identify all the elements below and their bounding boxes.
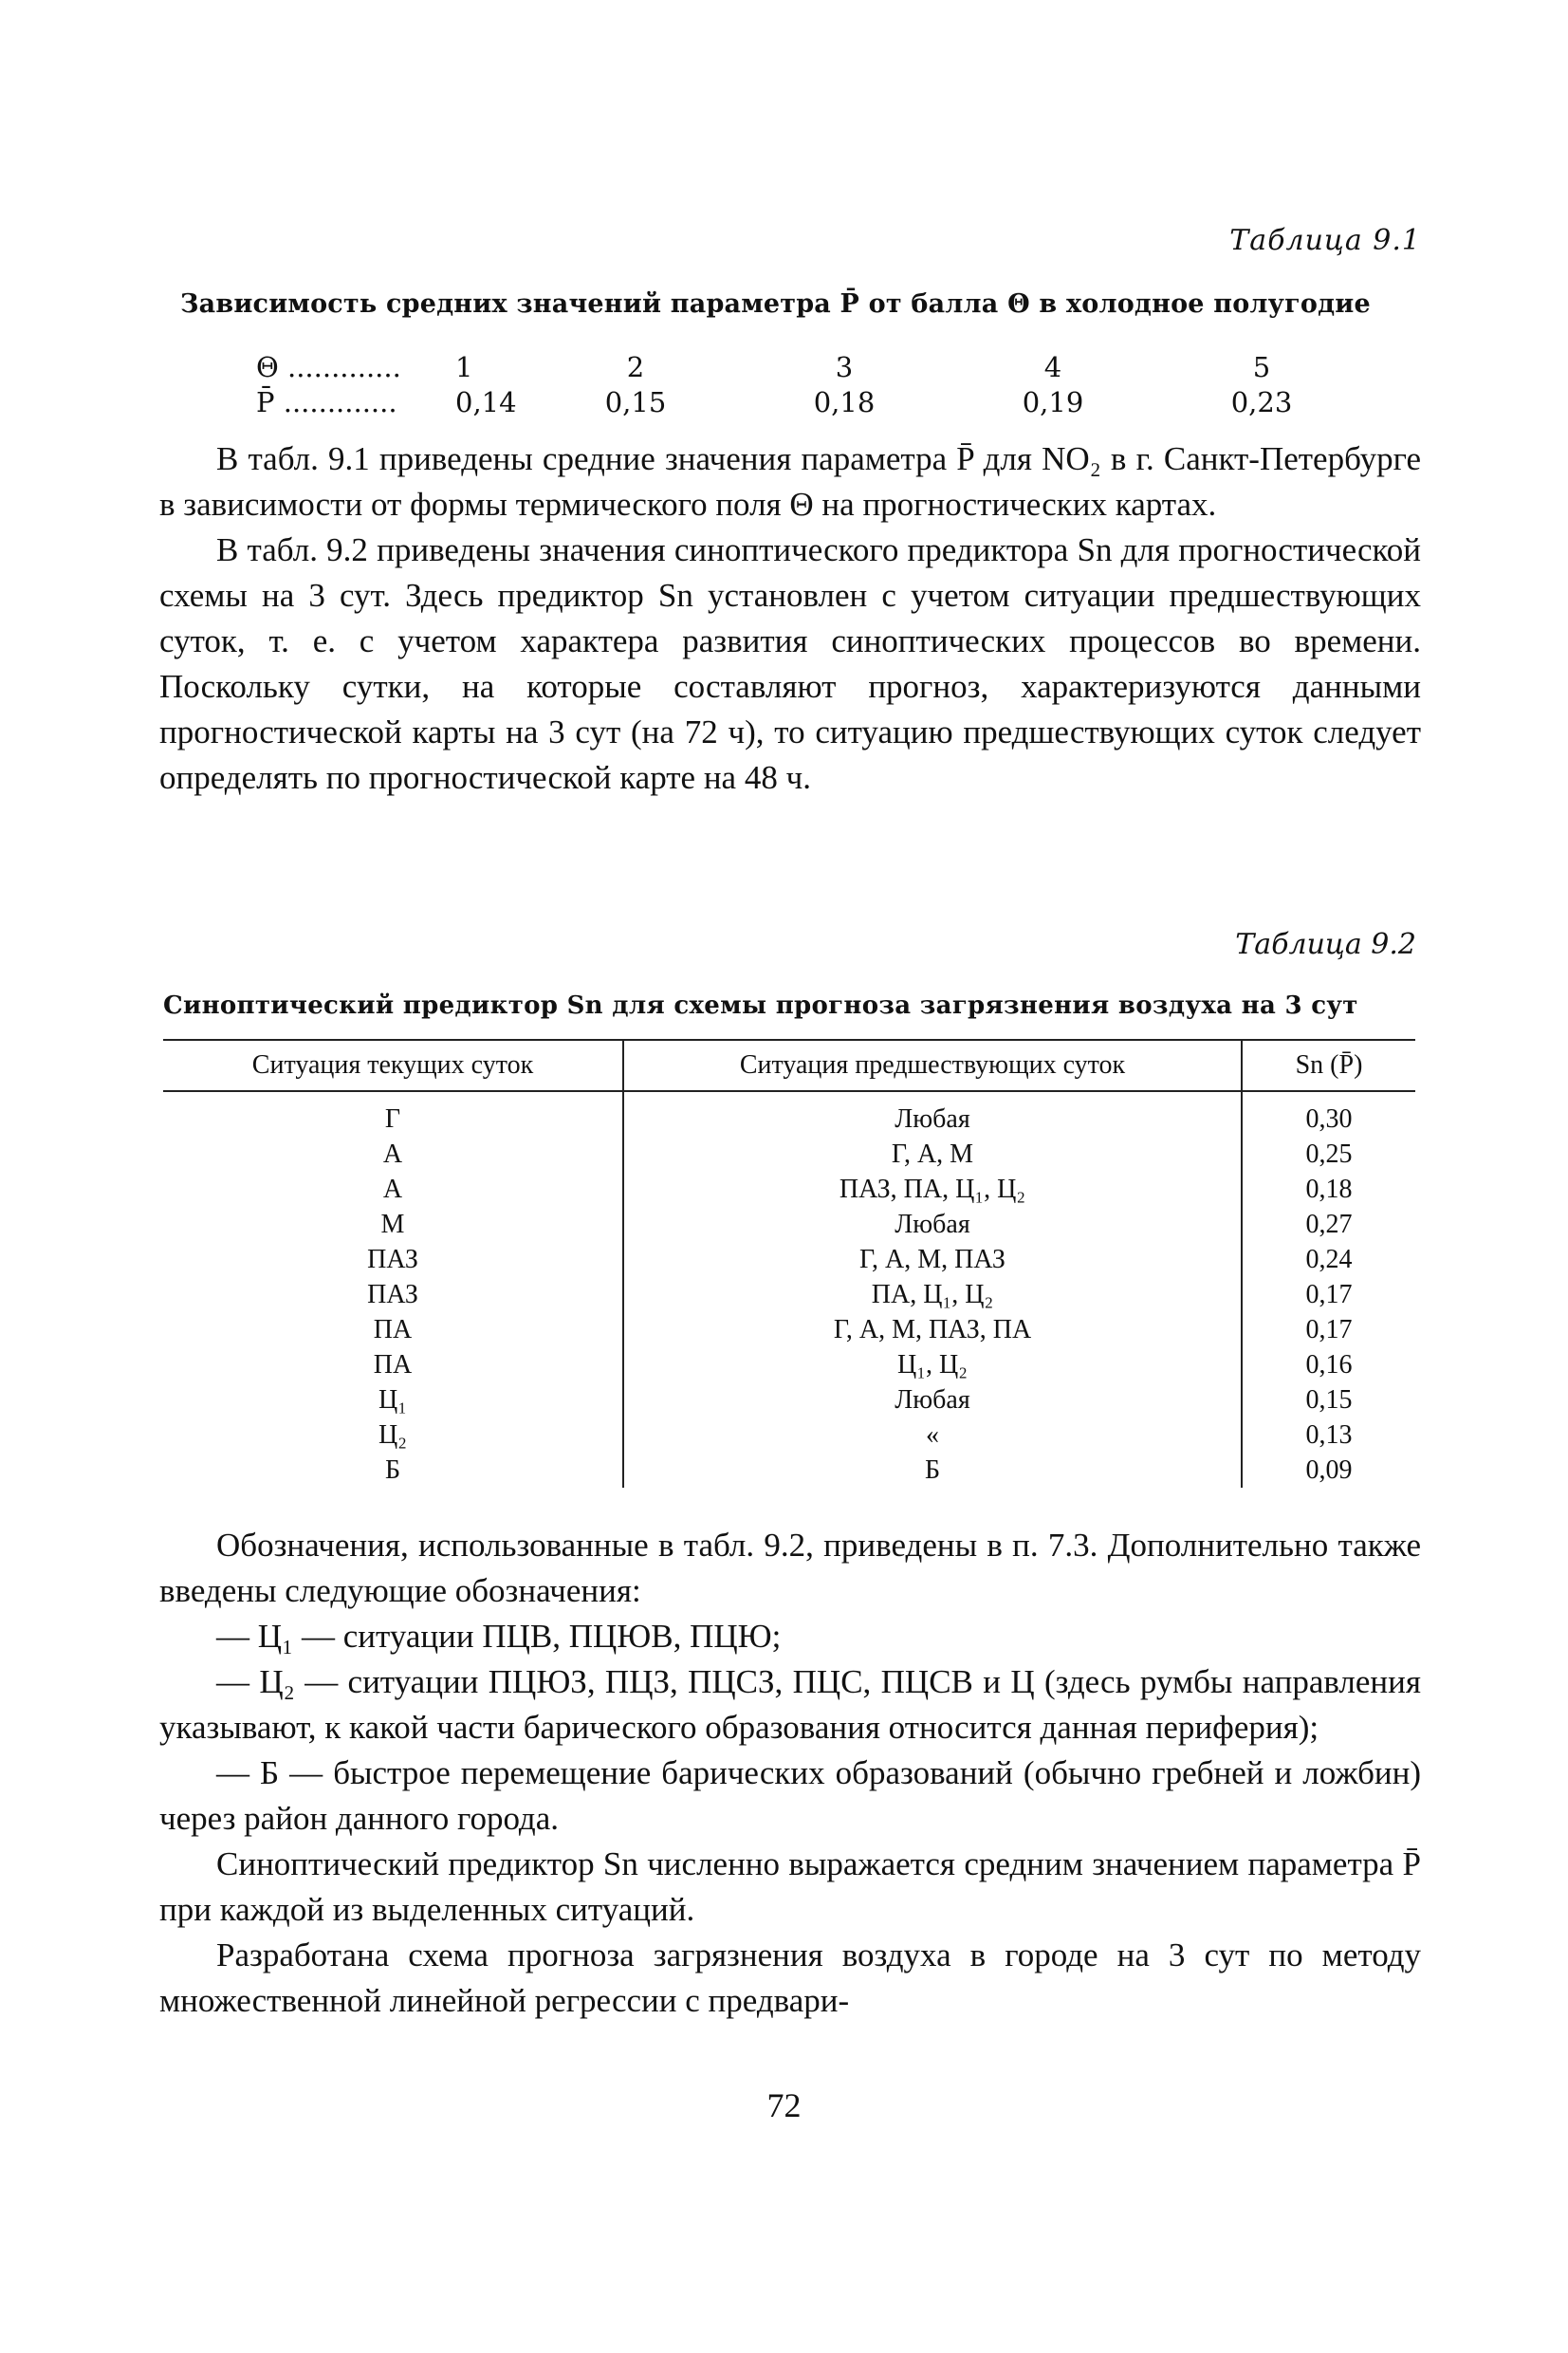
table-row bbox=[163, 1312, 1415, 1347]
table-cell: 0,30 bbox=[1305, 1104, 1353, 1134]
table-cell: А bbox=[163, 1137, 623, 1172]
table-cell: 1 bbox=[455, 351, 473, 383]
table-cell: 0,18 bbox=[813, 386, 876, 418]
table-cell: ПА bbox=[163, 1312, 623, 1347]
table-row bbox=[163, 1137, 1415, 1172]
table-9-1-title: Зависимость средних значений параметра P̄ от балла Θ в холодное полугодие bbox=[180, 289, 1371, 319]
table-cell: 0,15 bbox=[604, 386, 667, 418]
paragraph: Разработана схема прогноза загрязнения воздуха в городе на 3 сут по методу множественной линейной регрессии с предвари- bbox=[159, 1936, 1421, 2019]
table-cell: ПА, Ц₁, Ц₂ bbox=[623, 1277, 1242, 1312]
table-row bbox=[163, 1172, 1415, 1207]
table-cell: ПА bbox=[163, 1347, 623, 1382]
table-9-2-title: Синоптический предиктор Sn для схемы прогноза загрязнения воздуха на 3 сут bbox=[163, 991, 1358, 1020]
table-cell: Ц₂ bbox=[163, 1417, 623, 1453]
body-text-top bbox=[159, 436, 1421, 801]
table-cell: Любая bbox=[623, 1382, 1242, 1417]
table-cell: Любая bbox=[623, 1207, 1242, 1242]
table-cell: « bbox=[623, 1417, 1242, 1453]
table-cell: 0,14 bbox=[455, 386, 517, 418]
table-cell: 0,17 bbox=[1305, 1280, 1353, 1309]
row-label: P̄ ............. bbox=[256, 386, 397, 418]
table-row bbox=[163, 1382, 1415, 1417]
row-label: Θ ............. bbox=[256, 351, 401, 383]
table-cell: 0,19 bbox=[1022, 386, 1084, 418]
table-cell: Г, А, М, ПАЗ bbox=[623, 1242, 1242, 1277]
table-cell: М bbox=[163, 1207, 623, 1242]
table-row bbox=[163, 1453, 1415, 1488]
paragraph: В табл. 9.2 приведены значения синоптического предиктора Sn для прогностической схемы на 3 сут. Здесь предиктор Sn установлен с учетом ситуации предшествующих суток, т. е. с учетом характера развития синоптических процессов во времени. Поскольку сутки, на которые составляют прогноз, характеризуются данными прогностической карты на 3 сут (на 72 ч), то ситуацию предшествующих суток следует определять по прогностической карте на 48 ч. bbox=[159, 531, 1421, 796]
table-cell: 0,23 bbox=[1230, 386, 1293, 418]
table-cell: 0,16 bbox=[1305, 1350, 1353, 1380]
table-cell: 0,18 bbox=[1305, 1175, 1353, 1204]
paragraph: Обозначения, использованные в табл. 9.2, приведены в п. 7.3. Дополнительно также введены следующие обозначения: bbox=[159, 1527, 1421, 1609]
list-item: — Ц₁ — ситуации ПЦВ, ПЦЮВ, ПЦЮ; bbox=[216, 1618, 782, 1655]
table-cell: 0,15 bbox=[1305, 1385, 1353, 1415]
column-header: Sn (P̄) bbox=[1242, 1040, 1415, 1091]
paragraph: В табл. 9.1 приведены средние значения параметра P̄ для NO₂ в г. Санкт-Петербурге в зависимости от формы термического поля Θ на прогностических картах. bbox=[159, 440, 1421, 523]
table-row bbox=[163, 1091, 1415, 1137]
table-cell: Любая bbox=[623, 1091, 1242, 1137]
table-cell: Г, А, М, ПАЗ, ПА bbox=[623, 1312, 1242, 1347]
table-row bbox=[163, 1242, 1415, 1277]
table-cell: 0,13 bbox=[1305, 1420, 1353, 1450]
table-cell: Б bbox=[163, 1453, 623, 1488]
table-cell: ПАЗ, ПА, Ц₁, Ц₂ bbox=[623, 1172, 1242, 1207]
table-cell: Б bbox=[623, 1453, 1242, 1488]
table-cell: 0,17 bbox=[1305, 1315, 1353, 1344]
table-9-1-row-theta bbox=[256, 351, 1366, 383]
table-9-1-caption: Таблица 9.1 bbox=[1229, 224, 1421, 257]
table-9-1-row-p bbox=[256, 386, 1366, 418]
body-text-bottom bbox=[159, 1523, 1421, 2024]
table-cell: Ц₁ bbox=[163, 1382, 623, 1417]
table-cell: Г bbox=[163, 1091, 623, 1137]
table-cell: А bbox=[163, 1172, 623, 1207]
table-cell: ПАЗ bbox=[163, 1277, 623, 1312]
table-9-2-caption: Таблица 9.2 bbox=[1235, 928, 1416, 961]
list-item: — Ц₂ — ситуации ПЦЮЗ, ПЦЗ, ПЦСЗ, ПЦС, ПЦСВ и Ц (здесь румбы направления указывают, к какой части барического образования относится данная периферия); bbox=[159, 1663, 1421, 1746]
column-header: Ситуация предшествующих суток bbox=[623, 1040, 1242, 1091]
table-cell: ПАЗ bbox=[163, 1242, 623, 1277]
table-cell: Г, А, М bbox=[623, 1137, 1242, 1172]
table-cell: 0,25 bbox=[1305, 1139, 1353, 1169]
table-cell: 4 bbox=[1043, 351, 1062, 383]
page-number: 72 bbox=[766, 2086, 802, 2124]
table-row bbox=[163, 1207, 1415, 1242]
table-row bbox=[163, 1347, 1415, 1382]
table-cell: 0,27 bbox=[1305, 1210, 1353, 1239]
table-row bbox=[163, 1417, 1415, 1453]
table-cell: 3 bbox=[835, 351, 854, 383]
table-cell: 5 bbox=[1252, 351, 1271, 383]
column-header: Ситуация текущих суток bbox=[163, 1040, 623, 1091]
table-cell: 2 bbox=[626, 351, 645, 383]
table-cell: Ц₁, Ц₂ bbox=[623, 1347, 1242, 1382]
table-cell: 0,09 bbox=[1305, 1455, 1353, 1485]
table-row bbox=[163, 1277, 1415, 1312]
table-9-2 bbox=[163, 1039, 1415, 1488]
paragraph: Синоптический предиктор Sn численно выражается средним значением параметра P̄ при каждой из выделенных ситуаций. bbox=[159, 1845, 1421, 1928]
table-header-row bbox=[163, 1040, 1415, 1091]
list-item: — Б — быстрое перемещение барических образований (обычно гребней и ложбин) через район данного города. bbox=[159, 1754, 1421, 1837]
table-cell: 0,24 bbox=[1305, 1245, 1353, 1274]
